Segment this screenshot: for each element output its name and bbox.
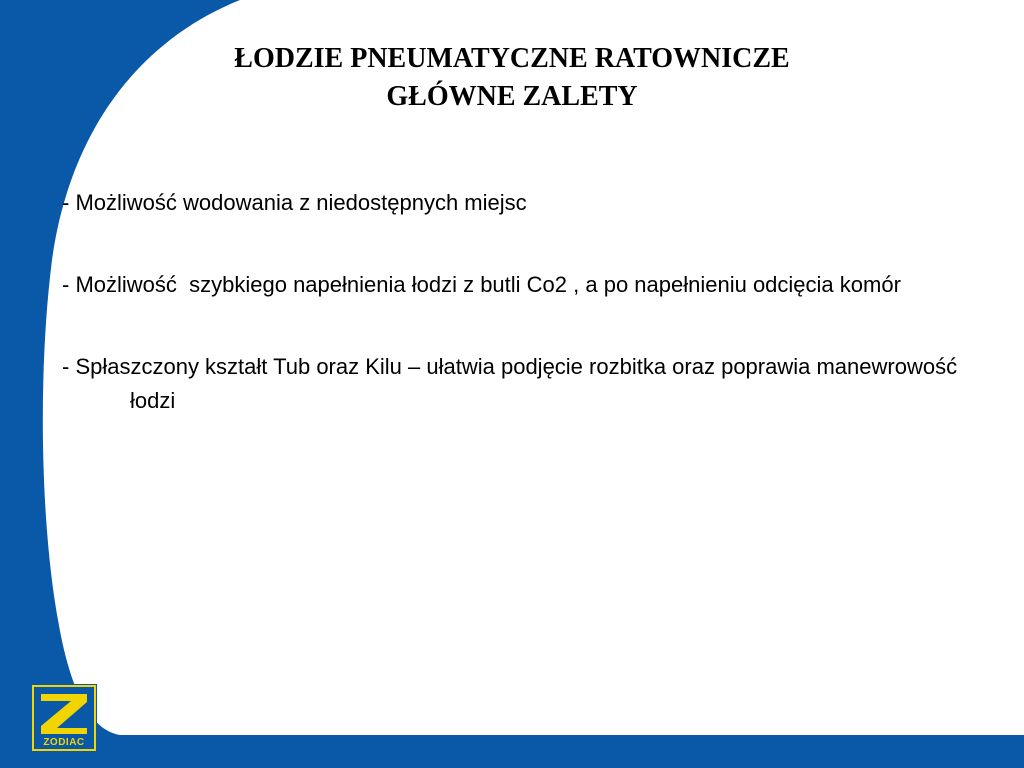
logo-text: ZODIAC [43, 737, 85, 748]
zodiac-logo [31, 684, 97, 752]
bullet-item-1: - Możliwość wodowania z niedostępnych miejsc [62, 190, 527, 215]
bullet-item-2: - Możliwość szybkiego napełnienia łodzi z butli Co2 , a po napełnieniu odcięcia komór [62, 272, 901, 297]
title-line-2: GŁÓWNE ZALETY [386, 81, 638, 112]
slide-title [0, 40, 1024, 116]
title-line-1: ŁODZIE PNEUMATYCZNE RATOWNICZE [234, 43, 790, 74]
bullet-item-3: - Spłaszczony kształt Tub oraz Kilu – ułatwia podjęcie rozbitka oraz poprawia manewrowość łodzi [62, 354, 964, 413]
bullet-list [62, 186, 962, 466]
